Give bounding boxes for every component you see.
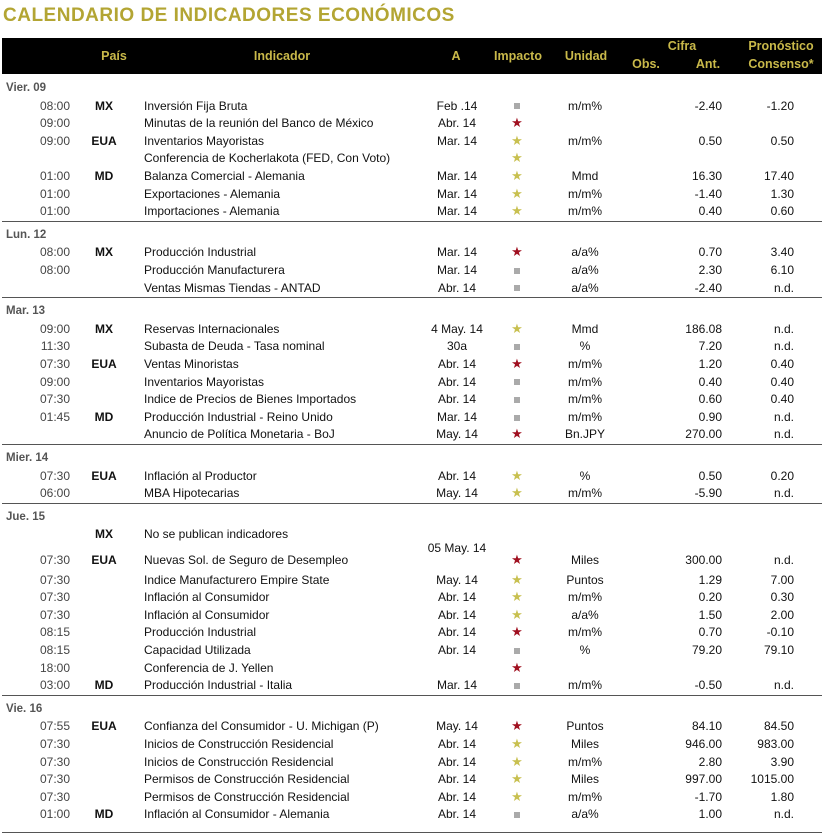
impact-icon (507, 338, 527, 354)
row-ant: 0.20 (698, 590, 722, 605)
row-indicator: Inflación al Consumidor (144, 590, 270, 605)
row-ant: 997.00 (685, 772, 722, 787)
square-icon (514, 683, 520, 689)
impact-icon (507, 98, 527, 114)
row-unit: m/m% (568, 98, 602, 113)
row-unit: % (579, 339, 591, 354)
row-indicator: MBA Hipotecarias (144, 486, 240, 501)
row-country: MX (95, 321, 113, 336)
square-icon (514, 103, 520, 109)
row-period: May. 14 (436, 572, 478, 587)
row-unit: m/m% (568, 590, 602, 605)
row-unit: a/a% (571, 245, 599, 260)
day-divider (2, 503, 822, 504)
row-time: 01:00 (39, 204, 70, 219)
square-icon (514, 285, 520, 291)
square-icon (514, 397, 520, 403)
row-consensus: n.d. (773, 321, 794, 336)
row-indicator: Reservas Internacionales (144, 321, 280, 336)
row-time: 09:00 (39, 374, 70, 389)
row-indicator: Ventas Minoristas (144, 357, 239, 371)
row-indicator: Producción Industrial (144, 625, 257, 640)
row-time: 01:00 (39, 169, 70, 183)
row-period: 05 May. 14 (427, 541, 487, 555)
star-yellow-icon: ★ (511, 788, 523, 804)
row-indicator: Ventas Mismas Tiendas - ANTAD (144, 280, 321, 295)
impact-icon (507, 468, 527, 484)
row-period: Feb .14 (436, 98, 478, 113)
row-unit: a/a% (571, 280, 599, 295)
row-period: Abr. 14 (437, 754, 477, 769)
row-ant: 0.70 (698, 245, 722, 260)
row-consensus: n.d. (773, 339, 794, 354)
row-consensus: 0.40 (770, 392, 794, 407)
impact-icon (507, 280, 527, 296)
row-period: Abr. 14 (437, 468, 477, 483)
star-red-icon: ★ (511, 115, 523, 131)
impact-icon (507, 374, 527, 390)
row-time: 07:30 (39, 553, 70, 567)
row-ant: 0.60 (698, 392, 722, 407)
row-ant: 79.20 (691, 643, 722, 657)
star-yellow-icon: ★ (511, 132, 523, 148)
row-country: MD (94, 169, 114, 183)
row-ant: 1.50 (698, 607, 722, 622)
row-consensus: 0.20 (770, 468, 794, 483)
day-label: Mier. 14 (6, 452, 49, 464)
row-unit: % (579, 468, 591, 483)
impact-icon (507, 321, 527, 337)
row-period: Abr. 14 (437, 280, 477, 295)
row-indicator: Anuncio de Política Monetaria - BoJ (144, 427, 335, 442)
row-unit: Bn.JPY (564, 427, 606, 442)
row-time: 01:00 (39, 807, 70, 822)
impact-icon (507, 677, 527, 693)
row-unit: a/a% (571, 807, 599, 822)
row-indicator: Inicios de Construcción Residencial (144, 754, 334, 769)
row-period: Mar. 14 (436, 204, 478, 219)
day-label: Vier. 09 (6, 82, 47, 94)
row-time: 09:00 (39, 116, 70, 131)
star-red-icon: ★ (511, 426, 523, 442)
row-indicator: Indice Manufacturero Empire State (144, 572, 330, 587)
star-red-icon: ★ (511, 624, 523, 640)
row-consensus: n.d. (773, 553, 794, 567)
row-consensus: 2.00 (770, 607, 794, 622)
row-period: May. 14 (436, 719, 478, 734)
row-unit: % (579, 643, 591, 657)
row-ant: 1.00 (698, 807, 722, 822)
row-ant: 0.40 (698, 204, 722, 219)
row-time: 07:30 (39, 468, 70, 483)
impact-icon (507, 203, 527, 219)
row-indicator: Producción Industrial (144, 245, 257, 260)
row-country: MX (95, 527, 113, 542)
day-divider (2, 221, 822, 222)
header-cifra: Cifra (667, 39, 697, 53)
row-consensus: 6.10 (770, 263, 794, 277)
header-ant: Ant. (695, 57, 721, 71)
row-unit: a/a% (571, 607, 599, 622)
row-unit: m/m% (568, 357, 602, 371)
header-indicador: Indicador (253, 49, 311, 63)
row-unit: Miles (570, 737, 599, 751)
row-consensus: 1.30 (770, 186, 794, 201)
row-period: Mar. 14 (436, 245, 478, 260)
row-consensus: 1.80 (770, 789, 794, 804)
row-consensus: 17.40 (763, 169, 794, 183)
row-period: Abr. 14 (437, 357, 477, 371)
row-time: 08:15 (39, 625, 70, 640)
row-indicator: Inversión Fija Bruta (144, 98, 248, 113)
row-indicator: Permisos de Construcción Residencial (144, 772, 350, 787)
star-yellow-icon: ★ (511, 150, 523, 166)
star-red-icon: ★ (511, 552, 523, 567)
star-yellow-icon: ★ (511, 320, 523, 336)
star-red-icon: ★ (511, 659, 523, 675)
page-title: CALENDARIO DE INDICADORES ECONÓMICOS (3, 5, 455, 26)
row-indicator: Permisos de Construcción Residencial (144, 789, 350, 804)
star-yellow-icon: ★ (511, 753, 523, 769)
row-consensus: n.d. (773, 486, 794, 501)
bottom-divider (2, 832, 822, 833)
row-ant: 0.50 (698, 133, 722, 148)
star-yellow-icon: ★ (511, 485, 523, 501)
row-unit: m/m% (568, 754, 602, 769)
row-country: EUA (91, 357, 117, 371)
row-period: Abr. 14 (437, 625, 477, 640)
impact-icon (507, 589, 527, 605)
row-consensus: n.d. (773, 678, 794, 693)
row-unit: Mmd (571, 321, 599, 336)
row-country: EUA (91, 133, 117, 148)
row-period: 30a (446, 339, 468, 354)
row-unit: m/m% (568, 374, 602, 389)
row-indicator: Confianza del Consumidor - U. Michigan (P) (144, 719, 379, 734)
row-time: 07:30 (39, 357, 70, 371)
row-time: 01:45 (39, 409, 70, 424)
square-icon (514, 648, 520, 654)
row-indicator: Importaciones - Alemania (144, 204, 280, 219)
row-indicator: Inflación al Consumidor (144, 607, 270, 622)
row-indicator: Producción Industrial - Reino Unido (144, 409, 333, 424)
row-unit: m/m% (568, 486, 602, 501)
row-consensus: n.d. (773, 409, 794, 424)
row-unit: m/m% (568, 204, 602, 219)
row-time: 08:00 (39, 263, 70, 277)
row-indicator: Inicios de Construcción Residencial (144, 737, 334, 751)
header-impacto: Impacto (494, 49, 542, 63)
row-ant: 270.00 (685, 427, 722, 442)
day-label: Lun. 12 (6, 228, 47, 241)
row-consensus: -1.20 (766, 98, 794, 113)
day-divider (2, 695, 822, 696)
row-time: 03:00 (39, 678, 70, 693)
row-period: Abr. 14 (437, 607, 477, 622)
row-consensus: 3.40 (770, 245, 794, 260)
row-period: Abr. 14 (437, 392, 477, 407)
row-time: 11:30 (40, 339, 70, 354)
day-divider (2, 444, 822, 445)
row-time: 09:00 (39, 133, 70, 148)
row-ant: 84.10 (691, 719, 722, 734)
row-time: 07:30 (39, 754, 70, 769)
row-time: 01:00 (39, 186, 70, 201)
row-time: 09:00 (39, 321, 70, 336)
row-unit: m/m% (568, 678, 602, 693)
row-country: EUA (91, 468, 117, 483)
day-label: Jue. 15 (6, 510, 45, 523)
impact-icon (507, 168, 527, 184)
row-time: 07:30 (39, 607, 70, 622)
row-time: 08:00 (39, 245, 70, 260)
star-red-icon: ★ (511, 356, 523, 371)
row-ant: 0.70 (698, 625, 722, 640)
header-pronostico: Pronóstico (748, 39, 814, 53)
impact-icon (507, 624, 527, 640)
row-country: EUA (91, 553, 117, 567)
row-time: 07:30 (39, 392, 70, 407)
row-ant: -5.90 (694, 486, 722, 501)
row-period: Abr. 14 (437, 374, 477, 389)
row-consensus: 0.40 (770, 374, 794, 389)
row-indicator: Inventarios Mayoristas (144, 374, 265, 389)
impact-icon (507, 133, 527, 149)
star-yellow-icon: ★ (511, 203, 523, 219)
row-period: Abr. 14 (437, 737, 477, 751)
square-icon (514, 379, 520, 385)
row-period: Abr. 14 (437, 116, 477, 131)
row-ant: 7.20 (698, 339, 722, 354)
header-a: A (451, 49, 461, 63)
star-yellow-icon: ★ (511, 736, 523, 751)
impact-icon (507, 806, 527, 822)
row-ant: 186.08 (685, 321, 722, 336)
row-indicator: Producción Industrial - Italia (144, 678, 293, 693)
impact-icon (507, 115, 527, 131)
row-consensus: n.d. (773, 280, 794, 295)
row-indicator: Subasta de Deuda - Tasa nominal (144, 339, 325, 354)
impact-icon (507, 186, 527, 202)
impact-icon (507, 552, 527, 568)
star-yellow-icon: ★ (511, 185, 523, 201)
row-period: Mar. 14 (436, 409, 478, 424)
row-ant: -1.70 (694, 789, 722, 804)
impact-icon (507, 642, 527, 658)
row-time: 08:00 (39, 98, 70, 113)
row-indicator: Capacidad Utilizada (144, 643, 251, 657)
row-country: MD (94, 678, 114, 693)
row-country: MX (95, 98, 113, 113)
table-header (2, 38, 822, 74)
day-label: Vie. 16 (6, 702, 43, 715)
row-period: Abr. 14 (437, 590, 477, 605)
row-indicator: Inflación al Productor (144, 468, 257, 483)
impact-icon (507, 150, 527, 166)
row-indicator: Inflación al Consumidor - Alemania (144, 807, 330, 822)
row-ant: 2.80 (698, 754, 722, 769)
row-ant: 2.30 (698, 263, 722, 277)
row-unit: m/m% (568, 409, 602, 424)
star-yellow-icon: ★ (511, 571, 523, 587)
header-pais: País (101, 49, 127, 63)
row-consensus: 84.50 (763, 719, 794, 734)
row-period: Abr. 14 (437, 772, 477, 787)
row-period: Mar. 14 (436, 186, 478, 201)
row-period: Abr. 14 (437, 643, 477, 657)
row-unit: m/m% (568, 789, 602, 804)
row-ant: 0.50 (698, 468, 722, 483)
row-period: Abr. 14 (437, 789, 477, 804)
row-unit: Miles (570, 772, 599, 787)
row-consensus: 79.10 (763, 643, 794, 657)
row-ant: 300.00 (685, 553, 722, 567)
row-indicator: Inventarios Mayoristas (144, 133, 265, 148)
row-unit: m/m% (568, 186, 602, 201)
row-consensus: 0.30 (770, 590, 794, 605)
row-time: 07:30 (39, 590, 70, 605)
row-time: 06:00 (39, 486, 70, 501)
row-consensus: n.d. (773, 807, 794, 822)
star-yellow-icon: ★ (511, 771, 523, 787)
row-consensus: 3.90 (770, 754, 794, 769)
impact-icon (507, 244, 527, 260)
row-country: EUA (91, 719, 117, 734)
star-red-icon: ★ (511, 244, 523, 260)
row-period: May. 14 (436, 486, 478, 501)
square-icon (514, 415, 520, 421)
row-indicator: Balanza Comercial - Alemania (144, 169, 305, 183)
row-indicator: Conferencia de Kocherlakota (FED, Con Voto) (144, 151, 391, 166)
row-indicator: Conferencia de J. Yellen (144, 660, 274, 675)
day-divider (2, 297, 822, 298)
row-time: 07:30 (39, 772, 70, 787)
header-obs: Obs. (632, 57, 660, 71)
row-period: Mar. 14 (436, 169, 478, 183)
row-period: May. 14 (436, 427, 478, 442)
row-period: Abr. 14 (437, 807, 477, 822)
row-consensus: n.d. (773, 427, 794, 442)
header-consenso: Consenso* (748, 57, 814, 71)
row-period: Mar. 14 (436, 263, 478, 277)
row-consensus: 983.00 (757, 737, 794, 751)
row-unit: Puntos (566, 572, 604, 587)
row-time: 18:00 (39, 660, 70, 675)
row-indicator: Minutas de la reunión del Banco de México (144, 116, 374, 131)
impact-icon (507, 607, 527, 623)
row-ant: 1.20 (698, 357, 722, 371)
row-consensus: 0.40 (770, 357, 794, 371)
star-red-icon: ★ (511, 718, 523, 734)
row-time: 07:30 (39, 737, 70, 751)
impact-icon (507, 572, 527, 588)
row-consensus: 1015.00 (750, 772, 794, 787)
impact-icon (507, 789, 527, 805)
row-unit: a/a% (571, 263, 599, 277)
impact-icon (507, 262, 527, 278)
impact-icon (507, 736, 527, 752)
row-ant: -0.50 (694, 678, 722, 693)
impact-icon (507, 426, 527, 442)
row-ant: -2.40 (694, 280, 722, 295)
row-period: Mar. 14 (436, 678, 478, 693)
square-icon (514, 344, 520, 350)
row-time: 07:30 (39, 789, 70, 804)
row-consensus: -0.10 (766, 625, 794, 640)
row-country: MD (94, 409, 114, 424)
day-label: Mar. 13 (6, 305, 45, 318)
impact-icon (507, 409, 527, 425)
row-indicator: Exportaciones - Alemania (144, 186, 281, 201)
row-ant: 16.30 (691, 169, 722, 183)
row-unit: Miles (570, 553, 599, 567)
impact-icon (507, 771, 527, 787)
square-icon (514, 812, 520, 818)
row-time: 08:15 (39, 643, 70, 657)
row-indicator: Indice de Precios de Bienes Importados (144, 392, 357, 407)
impact-icon (507, 660, 527, 676)
row-country: MD (94, 807, 114, 822)
row-ant: 946.00 (685, 737, 722, 751)
row-ant: 0.40 (698, 374, 722, 389)
row-unit: m/m% (568, 625, 602, 640)
row-indicator: Producción Manufacturera (144, 263, 285, 277)
row-unit: m/m% (568, 392, 602, 407)
row-period: Mar. 14 (436, 133, 478, 148)
row-ant: 0.90 (698, 409, 722, 424)
impact-icon (507, 718, 527, 734)
row-country: MX (95, 245, 113, 260)
row-ant: 1.29 (698, 572, 722, 587)
row-consensus: 7.00 (770, 572, 794, 587)
impact-icon (507, 356, 527, 372)
row-time: 07:55 (39, 719, 70, 734)
row-indicator: No se publican indicadores (144, 527, 289, 542)
square-icon (514, 268, 520, 274)
row-indicator: Nuevas Sol. de Seguro de Desempleo (144, 553, 349, 567)
impact-icon (507, 391, 527, 407)
header-unidad: Unidad (564, 49, 608, 63)
star-yellow-icon: ★ (511, 589, 523, 605)
row-unit: Puntos (566, 719, 604, 734)
impact-icon (507, 485, 527, 501)
row-unit: Mmd (571, 169, 599, 183)
row-ant: -1.40 (694, 186, 722, 201)
row-consensus: 0.50 (770, 133, 794, 148)
row-period: 4 May. 14 (431, 321, 483, 336)
star-yellow-icon: ★ (511, 467, 523, 483)
impact-icon (507, 754, 527, 770)
row-ant: -2.40 (694, 98, 722, 113)
row-consensus: 0.60 (770, 204, 794, 219)
row-time: 07:30 (39, 572, 70, 587)
star-yellow-icon: ★ (511, 606, 523, 622)
star-yellow-icon: ★ (511, 168, 523, 183)
row-unit: m/m% (568, 133, 602, 148)
